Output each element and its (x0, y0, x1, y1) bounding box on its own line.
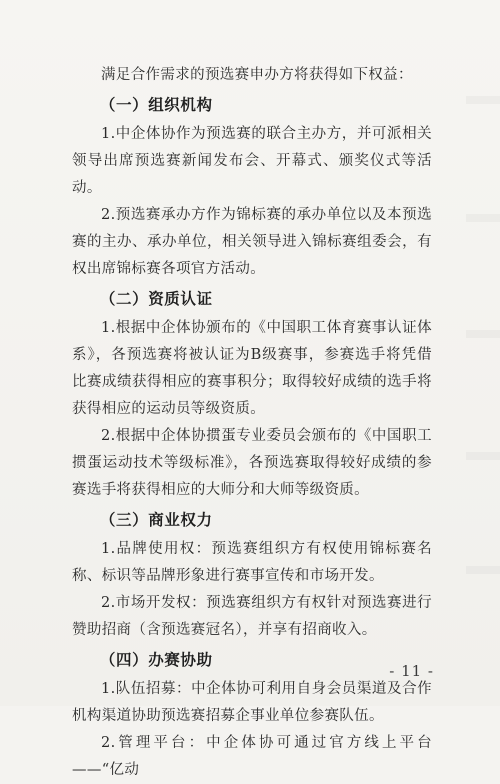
scan-shadow (466, 330, 500, 338)
body-paragraph: 2.管理平台：中企体协可通过官方线上平台——“亿动 (72, 735, 432, 778)
section-heading-organization: （一）组织机构 (99, 96, 213, 114)
section-heading-qualification: （二）资质认证 (99, 290, 213, 308)
body-paragraph: 2.预选赛承办方作为锦标赛的承办单位以及本预选赛的主办、承办单位，相关领导进入锦标赛组委会，有权出席锦标赛各项官方活动。 (72, 207, 432, 277)
scan-shadow (466, 214, 500, 222)
scan-shadow (466, 566, 500, 574)
intro-paragraph: 满足合作需求的预选赛申办方将获得如下权益： (101, 67, 413, 83)
section-heading-event-assistance: （四）办赛协助 (99, 651, 213, 669)
body-paragraph: 1.品牌使用权：预选赛组织方有权使用锦标赛名称、标识等品牌形象进行赛事宣传和市场开发。 (72, 541, 432, 584)
body-paragraph: 2.市场开发权：预选赛组织方有权针对预选赛进行赞助招商（含预选赛冠名），并享有招商收入。 (72, 595, 432, 638)
body-paragraph: 1.中企体协作为预选赛的联合主办方，并可派相关领导出席预选赛新闻发布会、开幕式、颁奖仪式等活动。 (72, 126, 432, 196)
scan-shadow (466, 452, 500, 460)
body-paragraph: 1.根据中企体协颁布的《中国职工体育赛事认证体系》，各预选赛将被认证为B级赛事，参赛选手将凭借比赛成绩获得相应的赛事积分；取得较好成绩的选手将获得相应的运动员等级资质。 (72, 320, 432, 417)
section-heading-commercial-rights: （三）商业权力 (99, 511, 213, 529)
body-paragraph: 2.根据中企体协掼蛋专业委员会颁布的《中国职工掼蛋运动技术等级标准》，各预选赛取得较好成绩的参赛选手将获得相应的大师分和大师等级资质。 (72, 428, 432, 498)
page-number: - 11 - (389, 662, 434, 680)
scan-shadow (466, 96, 500, 104)
body-paragraph: 1.队伍招募：中企体协可利用自身会员渠道及合作机构渠道协助预选赛招募企事业单位参赛队伍。 (72, 681, 432, 724)
document-body (72, 62, 432, 784)
